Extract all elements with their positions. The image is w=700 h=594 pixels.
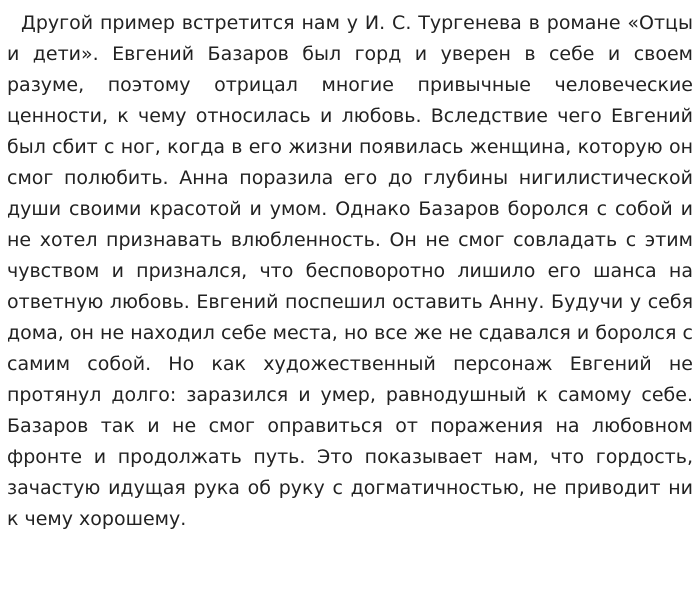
- document-body: [7, 8, 693, 535]
- essay-paragraph: Другой пример встретится нам у И. С. Тургенева в романе «Отцы и дети». Евгений Базаров был горд и уверен в себе и своем разуме, поэтому отрицал многие привычные человеческие ценности, к чему относилась и любовь. Вследствие чего Евгений был сбит с ног, когда в его жизни появилась женщина, которую он смог полюбить. Анна поразила его до глубины нигилистической души своими красотой и умом. Однако Базаров боролся с собой и не хотел признавать влюбленность. Он не смог совладать с этим чувством и признался, что бесповоротно лишило его шанса на ответную любовь. Евгений поспешил оставить Анну. Будучи у себя дома, он не находил себе места, но все же не сдавался и боролся с самим собой. Но как художественный персонаж Евгений не протянул долго: заразился и умер, равнодушный к самому себе. Базаров так и не смог оправиться от поражения на любовном фронте и продолжать путь. Это показывает нам, что гордость, зачастую идущая рука об руку с догматичностью, не приводит ни к чему хорошему.: [7, 12, 693, 530]
